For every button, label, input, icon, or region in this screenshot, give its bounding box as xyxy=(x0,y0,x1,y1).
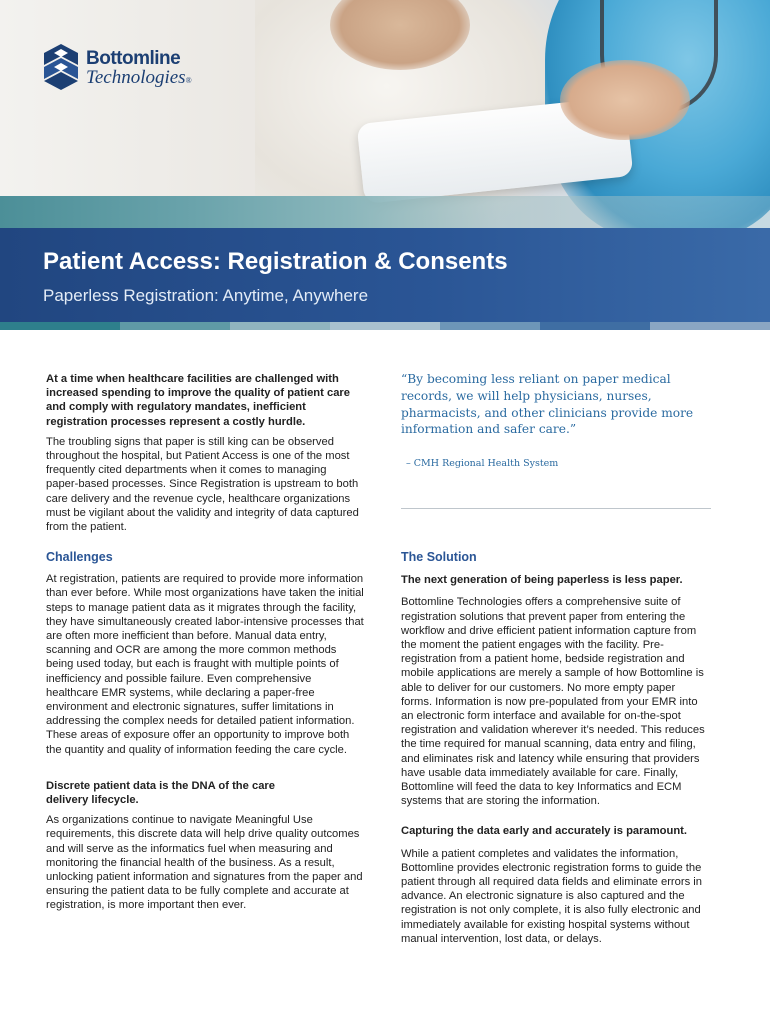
solution-subheading-2: Capturing the data early and accurately is paramount. xyxy=(401,825,687,838)
intro-body: The troubling signs that paper is still king can be observed throughout the hospital, but Patient Access is one of the most frequently cited departments when it comes to managing paper-based processes. Since Registration is upstream to both care delivery and the revenue cycle, healthcare organizations must be vigilant about the validity and integrity of data captured from the patient. xyxy=(46,435,359,534)
pull-quote: “By becoming less reliant on paper medical records, we will help physicians, nurses, pharmacists, and other clinicians provide more information and safer care.” xyxy=(401,372,694,437)
challenges-body2: As organizations continue to navigate Meaningful Use requirements, this discrete data will help drive quality outcomes and will serve as the informatics fuel when measuring and monitoring the financial health of the business. As a result, unlocking patient information and signatures from the paper and ensuring the patient data to be fully complete and accurate at registration, is more important then ever. xyxy=(46,814,363,912)
challenges-section xyxy=(46,550,364,919)
page-subtitle: Paperless Registration: Anytime, Anywhere xyxy=(43,286,369,305)
challenges-subheading: Discrete patient data is the DNA of the care delivery lifecycle. xyxy=(46,779,275,807)
color-stripe-segment xyxy=(0,322,120,330)
solution-body-2: While a patient completes and validates the information, Bottomline provides electronic registration forms to guide the patient through all required data fields and eliminate errors in advance. An electronic signature is also captured and the registration is not only complete, it is also fully electronic and immediately available for existing hospital systems without manual intervention, lost data, or delays. xyxy=(401,847,702,945)
bottomline-logo-icon xyxy=(44,44,78,90)
solution-subheading-1: The next generation of being paperless is less paper. xyxy=(401,574,683,587)
color-stripe-segment xyxy=(230,322,330,330)
challenges-body: At registration, patients are required to provide more information than ever before. While most organizations have taken the initial steps to manage patient data as it migrates through the facility, they have simultaneously created labor-intensive processes that are often more inefficient than before. Manual data entry, scanning and OCR are among the more common methods being used today, but each is fraught with multiple points of inefficiency and possible failure. Even comprehensive healthcare EMR systems, while declaring a paper-free environment and electronic signatures, suffer limitations in addressing the complex needs for detailed patient information. These areas of exposure offer an opportunity to improve both the quantity and quality of information feeding the care cycle. xyxy=(46,573,364,756)
solution-body-1: Bottomline Technologies offers a comprehensive suite of registration solutions that prevent paper from entering the workflow and drive efficient patient information capture from the moment the patient engages with the facility. Pre-registration from a patient home, bedside registration and mobile applications are merely a sample of how Bottomline is able to deliver for our customers. No more empty paper forms. Information is now pre-populated from your EMR into an electronic form interface and available for on-the-spot registration and validation wherever it’s needed. This reduces the time required for manual scanning, data entry and filing, and eliminates risk and latency while ensuring that providers have usable data immediately available for care. Finally, Bottomline will feed the data to key Informatics and ECM systems that are storing the information. xyxy=(401,596,705,808)
color-stripe-segment xyxy=(440,322,540,330)
intro-lead: At a time when healthcare facilities are challenged with increased spending to improve the quality of patient care and comply with regulatory mandates, inefficient registration processes represent a costly hurdle. xyxy=(46,373,350,428)
company-logo xyxy=(44,44,194,92)
left-column-intro xyxy=(46,372,361,540)
hero-photo xyxy=(0,0,770,228)
teal-band xyxy=(0,196,770,228)
solution-section xyxy=(401,550,707,952)
page-title: Patient Access: Registration & Consents xyxy=(43,248,508,275)
color-stripe-segment xyxy=(540,322,650,330)
logo-wordmark-bottomline: Bottomline xyxy=(86,48,181,69)
color-stripe-segment xyxy=(330,322,440,330)
quote-divider xyxy=(401,508,711,509)
challenges-heading: Challenges xyxy=(46,550,113,564)
solution-heading: The Solution xyxy=(401,550,477,564)
quote-attribution: – CMH Regional Health System xyxy=(406,458,559,469)
nurse-hand xyxy=(560,60,690,140)
color-stripe-segment xyxy=(120,322,230,330)
registered-mark: ® xyxy=(185,76,192,85)
color-stripe-segment xyxy=(650,322,770,330)
logo-wordmark-technologies: Technologies® xyxy=(86,67,192,88)
